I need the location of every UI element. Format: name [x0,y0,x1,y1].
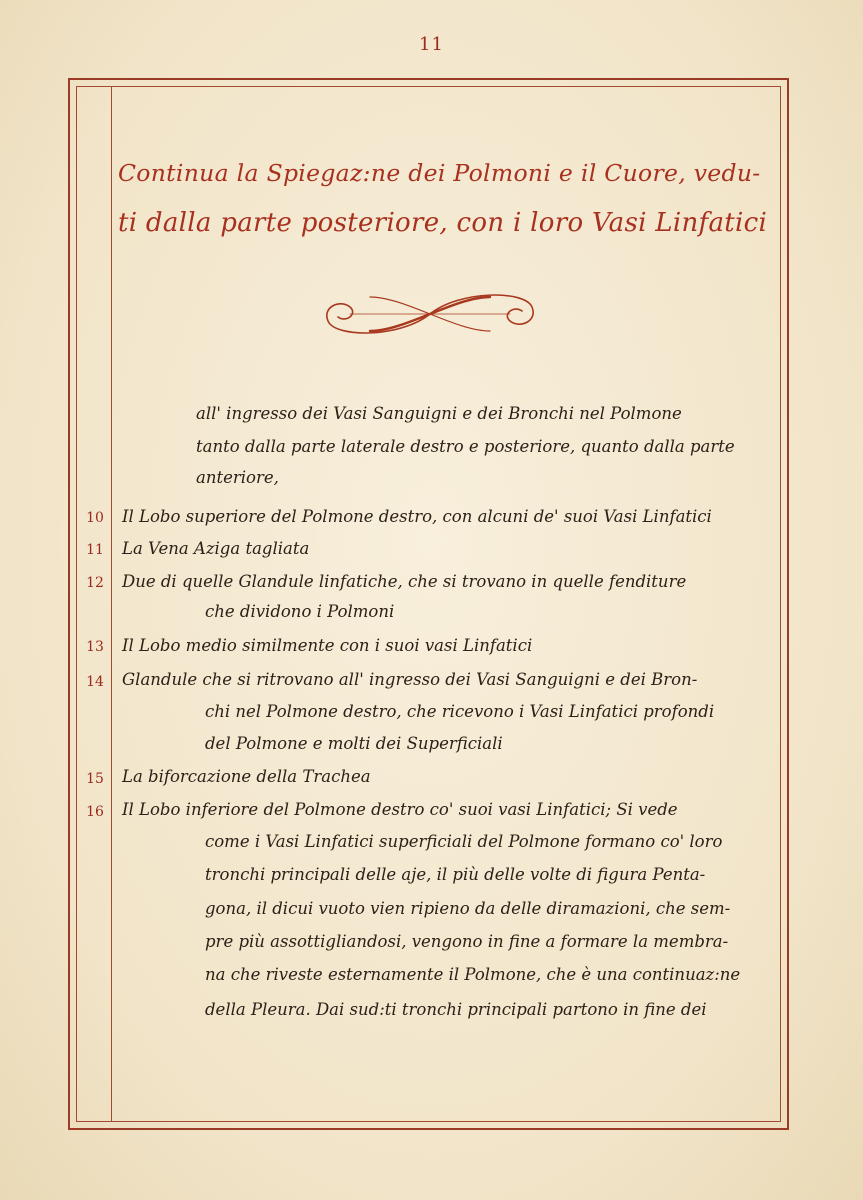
entry-number: 15 [86,771,104,787]
entry-line: Il Lobo inferiore del Polmone destro co' suoi vasi Linfatici; Si vede [122,800,678,819]
entry-line: La Vena Aziga tagliata [122,539,310,558]
continuation-line: tanto dalla parte laterale destro e posteriore, quanto dalla parte [196,437,735,456]
title-line: Continua la Spiegaz:ne dei Polmoni e il Cuore, vedu- [118,159,761,187]
entry-line: come i Vasi Linfatici superficiali del Polmone formano co' loro [205,832,723,851]
continuation-line: anteriore, [196,468,279,487]
entry-line: Due di quelle Glandule linfatiche, che si trovano in quelle fenditure [122,572,687,591]
entry-line: tronchi principali delle aje, il più delle volte di figura Penta- [205,865,706,884]
entry-number: 16 [86,804,104,820]
entry-number: 13 [86,639,104,655]
entry-number: 11 [86,542,104,558]
entry-line: Il Lobo medio similmente con i suoi vasi Linfatici [122,636,533,655]
entry-line: del Polmone e molti dei Superficiali [205,734,503,753]
entry-line: gona, il dicui vuoto vien ripieno da delle diramazioni, che sem- [205,899,731,918]
entry-line: chi nel Polmone destro, che ricevono i Vasi Linfatici profondi [205,702,715,721]
page-number: 11 [419,34,444,55]
entry-number: 12 [86,575,104,591]
entry-line: Il Lobo superiore del Polmone destro, con alcuni de' suoi Vasi Linfatici [122,507,712,526]
entry-line: La biforcazione della Trachea [122,767,371,786]
entry-line: na che riveste esternamente il Polmone, che è una continuaz:ne [205,965,741,984]
continuation-line: all' ingresso dei Vasi Sanguigni e dei Bronchi nel Polmone [196,404,682,423]
entry-line: pre più assottigliandosi, vengono in fine a formare la membra- [205,932,729,951]
entry-line: della Pleura. Dai sud:ti tronchi principali partono in fine dei [205,1000,707,1019]
entry-line: Glandule che si ritrovano all' ingresso dei Vasi Sanguigni e dei Bron- [122,670,698,689]
title-line: ti dalla parte posteriore, con i loro Vasi Linfatici [118,208,768,238]
entry-number: 10 [86,510,104,526]
entry-number: 14 [86,674,104,690]
entry-line: che dividono i Polmoni [205,602,395,621]
